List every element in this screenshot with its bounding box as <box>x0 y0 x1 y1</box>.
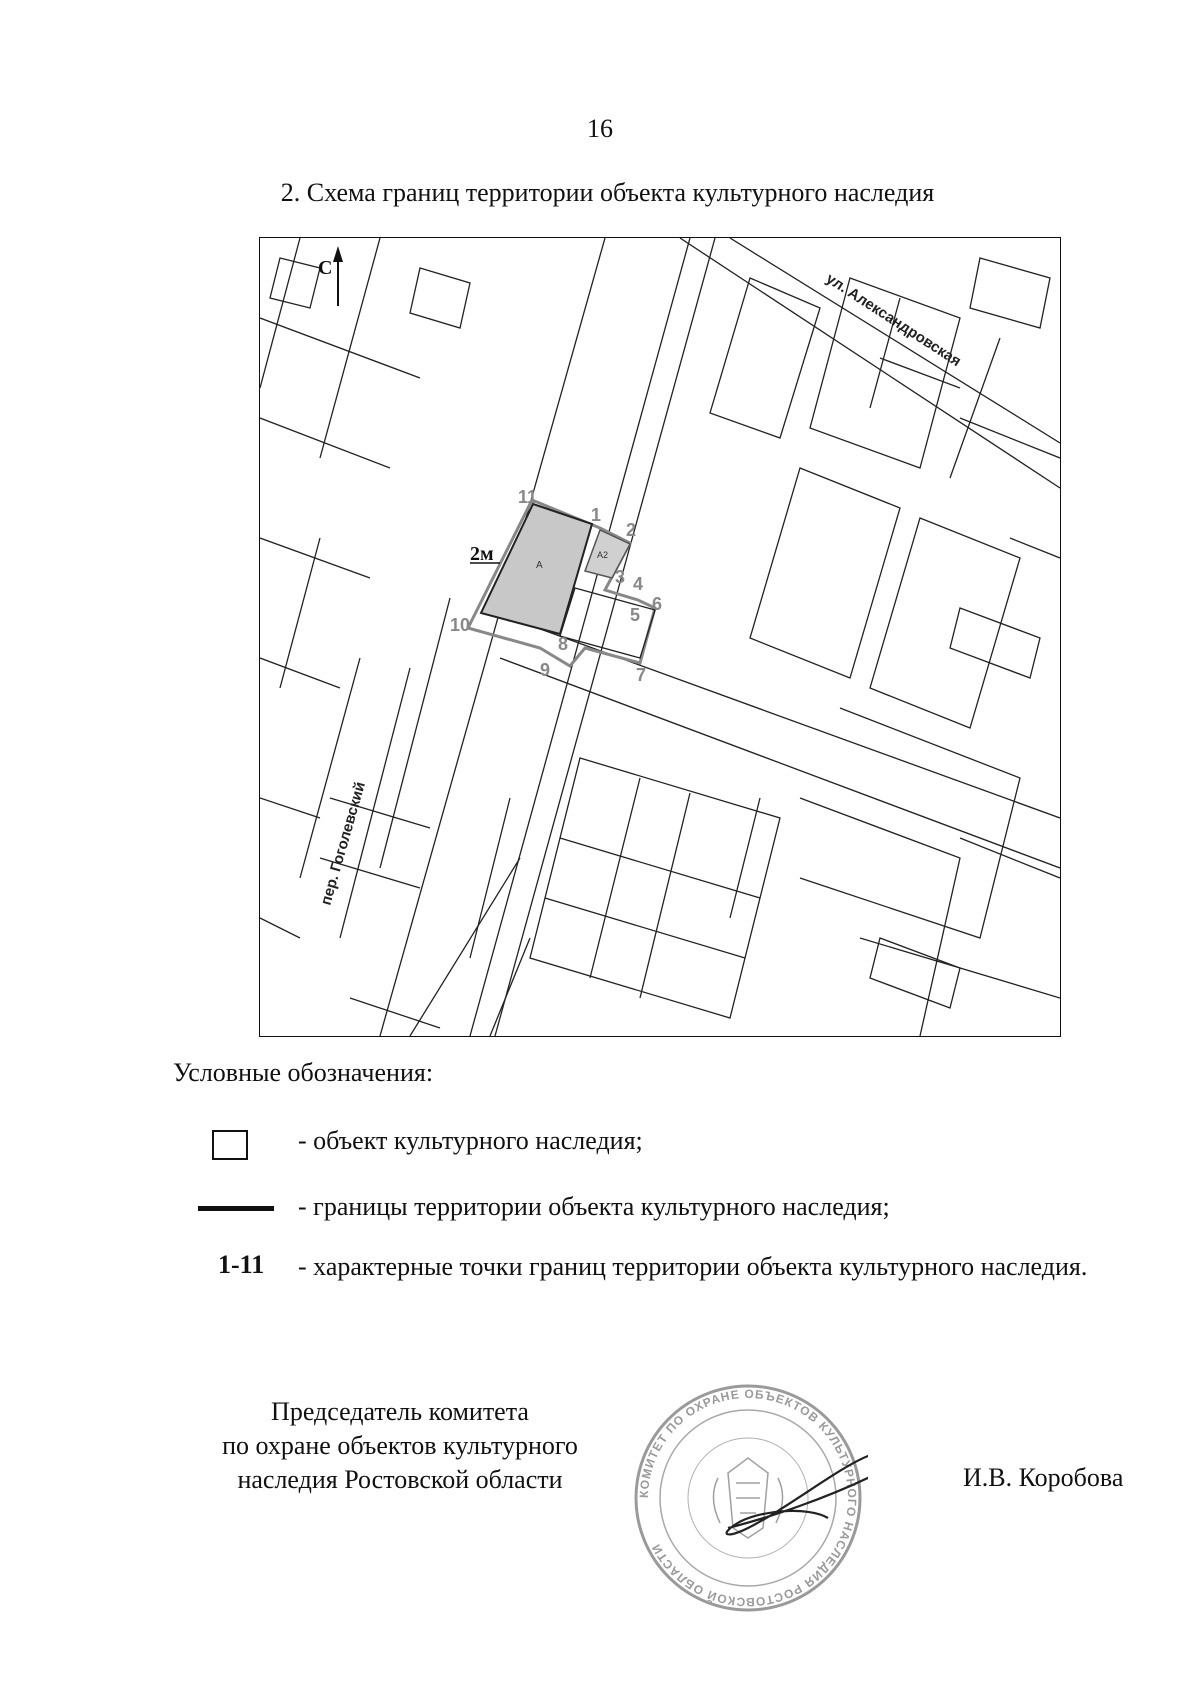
north-label: С <box>318 257 333 279</box>
street-alexandrovskaya: ул. Александровская <box>822 270 965 371</box>
annex-label: А2 <box>597 550 609 560</box>
point-label-3: 3 <box>615 567 626 587</box>
signer-position-line-3: наследия Ростовской области <box>237 1465 563 1494</box>
legend-boundary-text: - границы территории объекта культурного наследия; <box>298 1192 890 1221</box>
point-label-4: 4 <box>633 574 644 594</box>
street-gogolevsky: пер. Гоголевский <box>317 779 369 908</box>
page-number: 16 <box>587 114 613 143</box>
signer-name: И.В. Коробова <box>963 1463 1124 1492</box>
legend-title: Условные обозначения: <box>173 1058 434 1087</box>
north-arrow <box>318 246 343 306</box>
point-label-1: 1 <box>591 505 602 525</box>
seal-emblem-icon <box>713 1458 782 1538</box>
scale-label: 2м <box>470 543 494 565</box>
point-label-10: 10 <box>450 615 471 635</box>
point-label-7: 7 <box>636 665 647 685</box>
legend-points-text: - характерные точки границ территории объекта культурного наследия. <box>298 1252 1088 1281</box>
point-label-6: 6 <box>652 594 663 614</box>
legend-object-symbol <box>212 1130 248 1160</box>
official-seal <box>628 1378 868 1618</box>
svg-text:КОМИТЕТ ПО ОХРАНЕ ОБЪЕКТОВ КУЛ: КОМИТЕТ ПО ОХРАНЕ ОБЪЕКТОВ КУЛЬТУРНОГО НАСЛЕДИЯ РОСТОВСКОЙ ОБЛАСТИ <box>636 1386 860 1610</box>
point-label-9: 9 <box>540 660 551 680</box>
map-svg <box>260 238 1060 1036</box>
point-label-2: 2 <box>626 520 637 540</box>
signer-position-line-1: Председатель комитета <box>271 1397 529 1426</box>
cadastral-map <box>259 237 1061 1037</box>
signer-position <box>190 1395 610 1497</box>
scheme-title: 2. Схема границ территории объекта культурного наследия <box>280 178 935 207</box>
signer-position-line-2: по охране объектов культурного <box>222 1431 578 1460</box>
point-label-8: 8 <box>558 634 569 654</box>
point-label-5: 5 <box>630 605 641 625</box>
legend-points-code: 1-11 <box>218 1250 265 1279</box>
object-label: А <box>536 560 543 571</box>
legend-object-text: - объект культурного наследия; <box>298 1126 643 1155</box>
point-label-11: 11 <box>518 487 538 507</box>
legend-boundary-symbol <box>198 1206 274 1211</box>
